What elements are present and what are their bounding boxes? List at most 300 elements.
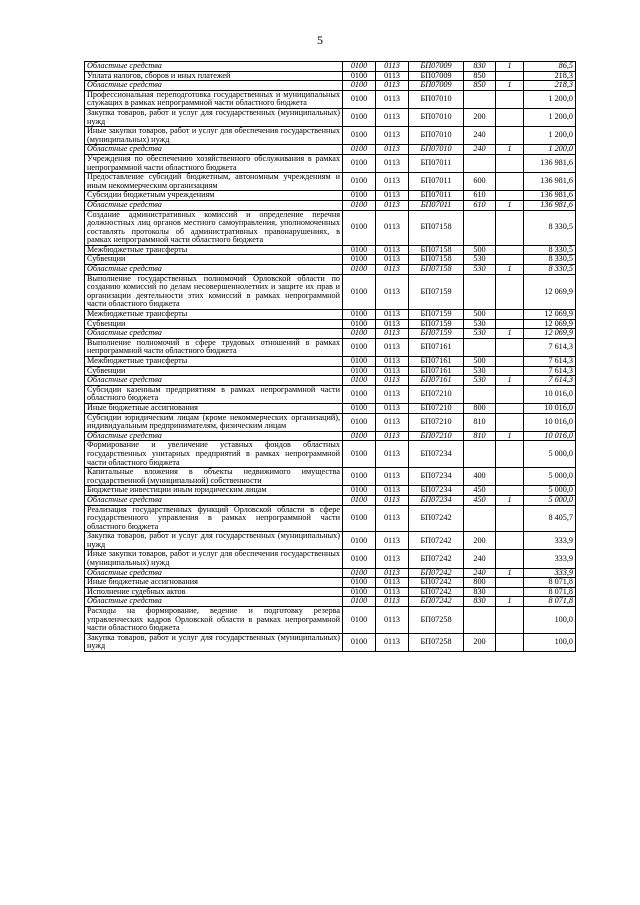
row-description: Выполнение полномочий в сфере трудовых отношений в рамках непрограммной части областного бюджета (85, 338, 343, 356)
subsection-code: 0113 (376, 403, 409, 413)
subsection-code: 0113 (376, 127, 409, 145)
amount: 218,3 (524, 71, 576, 81)
target-item-code: БП07158 (409, 255, 464, 265)
row-description: Иные бюджетные ассигнования (85, 578, 343, 588)
table-row (85, 71, 576, 81)
section-code: 0100 (343, 173, 376, 191)
target-item-code: БП07009 (409, 81, 464, 91)
subsection-code: 0113 (376, 154, 409, 172)
amount: 12 069,9 (524, 310, 576, 320)
table-row (85, 468, 576, 486)
funding-source-code (496, 108, 524, 126)
expense-type-code (464, 338, 496, 356)
amount: 5 000,0 (524, 468, 576, 486)
subsection-code: 0113 (376, 62, 409, 72)
target-item-code: БП07210 (409, 413, 464, 431)
subsection-code: 0113 (376, 568, 409, 578)
expense-type-code: 530 (464, 265, 496, 275)
row-description: Областные средства (85, 597, 343, 607)
table-row (85, 357, 576, 367)
expense-type-code (464, 90, 496, 108)
target-item-code: БП07210 (409, 385, 464, 403)
table-row (85, 587, 576, 597)
subsection-code: 0113 (376, 633, 409, 651)
section-code: 0100 (343, 255, 376, 265)
section-code: 0100 (343, 81, 376, 91)
row-description: Расходы на формирование, ведение и подготовку резерва управленческих кадров Орловской области в рамках непрограммной части областного бюджета (85, 607, 343, 634)
table-row (85, 633, 576, 651)
funding-source-code: 1 (496, 81, 524, 91)
amount: 8 071,8 (524, 587, 576, 597)
row-description: Областные средства (85, 81, 343, 91)
subsection-code: 0113 (376, 210, 409, 245)
funding-source-code (496, 385, 524, 403)
subsection-code: 0113 (376, 173, 409, 191)
table-row (85, 245, 576, 255)
row-description: Межбюджетные трансферты (85, 245, 343, 255)
amount: 136 981,6 (524, 191, 576, 201)
subsection-code: 0113 (376, 329, 409, 339)
target-item-code: БП07159 (409, 329, 464, 339)
expense-type-code: 830 (464, 62, 496, 72)
expense-type-code: 200 (464, 532, 496, 550)
section-code: 0100 (343, 587, 376, 597)
funding-source-code (496, 366, 524, 376)
row-description: Выполнение государственных полномочий Орловской области по созданию комиссий по делам несовершеннолетних и защите их прав и организации деятельности этих комиссий в рамках непрограммной части областного бюджета (85, 274, 343, 309)
funding-source-code (496, 338, 524, 356)
expense-type-code: 500 (464, 357, 496, 367)
funding-source-code (496, 550, 524, 568)
section-code: 0100 (343, 403, 376, 413)
funding-source-code: 1 (496, 597, 524, 607)
table-row (85, 200, 576, 210)
amount: 10 016,0 (524, 413, 576, 431)
table-row (85, 145, 576, 155)
section-code: 0100 (343, 441, 376, 468)
subsection-code: 0113 (376, 376, 409, 386)
table-row (85, 441, 576, 468)
table-row (85, 154, 576, 172)
expense-type-code (464, 441, 496, 468)
expense-type-code: 450 (464, 486, 496, 496)
subsection-code: 0113 (376, 71, 409, 81)
target-item-code: БП07161 (409, 357, 464, 367)
target-item-code: БП07242 (409, 550, 464, 568)
subsection-code: 0113 (376, 108, 409, 126)
expense-type-code (464, 154, 496, 172)
funding-source-code (496, 71, 524, 81)
table-row (85, 210, 576, 245)
target-item-code: БП07210 (409, 431, 464, 441)
section-code: 0100 (343, 431, 376, 441)
target-item-code: БП07158 (409, 265, 464, 275)
target-item-code: БП07242 (409, 568, 464, 578)
target-item-code: БП07011 (409, 173, 464, 191)
expense-type-code: 240 (464, 127, 496, 145)
amount: 8 405,7 (524, 505, 576, 532)
amount: 7 614,3 (524, 357, 576, 367)
funding-source-code (496, 578, 524, 588)
funding-source-code (496, 319, 524, 329)
subsection-code: 0113 (376, 578, 409, 588)
funding-source-code: 1 (496, 376, 524, 386)
table-row (85, 127, 576, 145)
expense-type-code: 450 (464, 495, 496, 505)
row-description: Областные средства (85, 200, 343, 210)
funding-source-code (496, 274, 524, 309)
amount: 333,9 (524, 550, 576, 568)
subsection-code: 0113 (376, 265, 409, 275)
table-row (85, 81, 576, 91)
table-row (85, 338, 576, 356)
section-code: 0100 (343, 366, 376, 376)
section-code: 0100 (343, 329, 376, 339)
amount: 8 330,5 (524, 265, 576, 275)
section-code: 0100 (343, 154, 376, 172)
target-item-code: БП07009 (409, 71, 464, 81)
section-code: 0100 (343, 62, 376, 72)
row-description: Закупка товаров, работ и услуг для государственных (муниципальных) нужд (85, 633, 343, 651)
target-item-code: БП07242 (409, 578, 464, 588)
section-code: 0100 (343, 90, 376, 108)
amount: 5 000,0 (524, 441, 576, 468)
amount: 5 000,0 (524, 495, 576, 505)
target-item-code: БП07161 (409, 376, 464, 386)
subsection-code: 0113 (376, 191, 409, 201)
section-code: 0100 (343, 357, 376, 367)
subsection-code: 0113 (376, 385, 409, 403)
funding-source-code (496, 191, 524, 201)
section-code: 0100 (343, 200, 376, 210)
amount: 7 614,3 (524, 366, 576, 376)
target-item-code: БП07242 (409, 505, 464, 532)
amount: 12 069,9 (524, 274, 576, 309)
target-item-code: БП07159 (409, 310, 464, 320)
row-description: Закупка товаров, работ и услуг для государственных (муниципальных) нужд (85, 108, 343, 126)
funding-source-code (496, 127, 524, 145)
section-code: 0100 (343, 495, 376, 505)
subsection-code: 0113 (376, 338, 409, 356)
expense-type-code (464, 607, 496, 634)
row-description: Субвенции (85, 366, 343, 376)
row-description: Формирование и увеличение уставных фондов областных государственных унитарных предприятий в рамках непрограммной части областного бюджета (85, 441, 343, 468)
budget-table-body (85, 62, 576, 652)
section-code: 0100 (343, 505, 376, 532)
amount: 8 330,5 (524, 245, 576, 255)
subsection-code: 0113 (376, 431, 409, 441)
section-code: 0100 (343, 385, 376, 403)
row-description: Закупка товаров, работ и услуг для государственных (муниципальных) нужд (85, 532, 343, 550)
subsection-code: 0113 (376, 505, 409, 532)
subsection-code: 0113 (376, 90, 409, 108)
expense-type-code: 530 (464, 376, 496, 386)
section-code: 0100 (343, 191, 376, 201)
table-row (85, 62, 576, 72)
section-code: 0100 (343, 607, 376, 634)
subsection-code: 0113 (376, 274, 409, 309)
row-description: Областные средства (85, 62, 343, 72)
section-code: 0100 (343, 550, 376, 568)
subsection-code: 0113 (376, 495, 409, 505)
subsection-code: 0113 (376, 550, 409, 568)
table-row (85, 505, 576, 532)
table-row (85, 265, 576, 275)
funding-source-code: 1 (496, 265, 524, 275)
funding-source-code (496, 255, 524, 265)
funding-source-code (496, 403, 524, 413)
section-code: 0100 (343, 319, 376, 329)
amount: 1 200,0 (524, 127, 576, 145)
row-description: Областные средства (85, 568, 343, 578)
target-item-code: БП07234 (409, 441, 464, 468)
row-description: Профессиональная переподготовка государственных и муниципальных служащих в рамках непрограммной части областного бюджета (85, 90, 343, 108)
budget-table (84, 61, 576, 652)
section-code: 0100 (343, 568, 376, 578)
expense-type-code: 800 (464, 578, 496, 588)
target-item-code: БП07011 (409, 154, 464, 172)
subsection-code: 0113 (376, 413, 409, 431)
amount: 136 981,6 (524, 173, 576, 191)
target-item-code: БП07210 (409, 403, 464, 413)
row-description: Исполнение судебных актов (85, 587, 343, 597)
row-description: Областные средства (85, 431, 343, 441)
section-code: 0100 (343, 376, 376, 386)
target-item-code: БП07161 (409, 366, 464, 376)
table-row (85, 310, 576, 320)
row-description: Областные средства (85, 329, 343, 339)
section-code: 0100 (343, 486, 376, 496)
amount: 5 000,0 (524, 486, 576, 496)
target-item-code: БП07234 (409, 495, 464, 505)
target-item-code: БП07159 (409, 274, 464, 309)
table-row (85, 274, 576, 309)
amount: 1 200,0 (524, 90, 576, 108)
section-code: 0100 (343, 413, 376, 431)
target-item-code: БП07011 (409, 200, 464, 210)
expense-type-code (464, 505, 496, 532)
table-row (85, 376, 576, 386)
section-code: 0100 (343, 338, 376, 356)
row-description: Субвенции (85, 255, 343, 265)
row-description: Реализация государственных функций Орловской области в сфере государственного управления в рамках непрограммной части областного бюджета (85, 505, 343, 532)
table-row (85, 578, 576, 588)
expense-type-code: 600 (464, 173, 496, 191)
page-number: 5 (317, 33, 323, 47)
funding-source-code (496, 532, 524, 550)
row-description: Иные бюджетные ассигнования (85, 403, 343, 413)
table-row (85, 173, 576, 191)
subsection-code: 0113 (376, 441, 409, 468)
row-description: Областные средства (85, 495, 343, 505)
target-item-code: БП07234 (409, 468, 464, 486)
target-item-code: БП07258 (409, 633, 464, 651)
section-code: 0100 (343, 210, 376, 245)
expense-type-code: 830 (464, 587, 496, 597)
expense-type-code: 530 (464, 329, 496, 339)
subsection-code: 0113 (376, 366, 409, 376)
subsection-code: 0113 (376, 255, 409, 265)
target-item-code: БП07258 (409, 607, 464, 634)
table-row (85, 413, 576, 431)
expense-type-code: 810 (464, 431, 496, 441)
section-code: 0100 (343, 265, 376, 275)
funding-source-code: 1 (496, 568, 524, 578)
row-description: Учреждения по обеспечению хозяйственного обслуживания в рамках непрограммной части областного бюджета (85, 154, 343, 172)
funding-source-code: 1 (496, 495, 524, 505)
expense-type-code: 530 (464, 366, 496, 376)
amount: 136 981,6 (524, 154, 576, 172)
funding-source-code: 1 (496, 329, 524, 339)
amount: 86,5 (524, 62, 576, 72)
funding-source-code (496, 357, 524, 367)
section-code: 0100 (343, 532, 376, 550)
subsection-code: 0113 (376, 486, 409, 496)
row-description: Субсидии казенным предприятиям в рамках непрограммной части областного бюджета (85, 385, 343, 403)
subsection-code: 0113 (376, 357, 409, 367)
amount: 333,9 (524, 532, 576, 550)
expense-type-code: 530 (464, 319, 496, 329)
section-code: 0100 (343, 274, 376, 309)
table-row (85, 532, 576, 550)
row-description: Областные средства (85, 376, 343, 386)
table-row (85, 108, 576, 126)
amount: 8 071,8 (524, 597, 576, 607)
row-description: Субсидии юридическим лицам (кроме некоммерческих организаций), индивидуальным предпринимателям, физическим лицам (85, 413, 343, 431)
target-item-code: БП07242 (409, 597, 464, 607)
expense-type-code: 810 (464, 413, 496, 431)
funding-source-code: 1 (496, 62, 524, 72)
row-description: Областные средства (85, 265, 343, 275)
expense-type-code: 500 (464, 310, 496, 320)
row-description: Иные закупки товаров, работ и услуг для обеспечения государственных (муниципальных) нужд (85, 550, 343, 568)
subsection-code: 0113 (376, 319, 409, 329)
expense-type-code: 500 (464, 245, 496, 255)
subsection-code: 0113 (376, 607, 409, 634)
amount: 1 200,0 (524, 108, 576, 126)
funding-source-code (496, 587, 524, 597)
expense-type-code: 400 (464, 468, 496, 486)
table-row (85, 366, 576, 376)
subsection-code: 0113 (376, 145, 409, 155)
expense-type-code: 610 (464, 191, 496, 201)
amount: 10 016,0 (524, 403, 576, 413)
expense-type-code (464, 210, 496, 245)
funding-source-code (496, 173, 524, 191)
amount: 8 330,5 (524, 255, 576, 265)
amount: 12 069,9 (524, 329, 576, 339)
target-item-code: БП07009 (409, 62, 464, 72)
target-item-code: БП07234 (409, 486, 464, 496)
amount: 1 200,0 (524, 145, 576, 155)
funding-source-code (496, 486, 524, 496)
subsection-code: 0113 (376, 587, 409, 597)
row-description: Создание административных комиссий и определение перечня должностных лиц органов местного самоуправления, уполномоченных составлять протоколы об административных правонарушениях, в рамках непрограммной части областного бюджета (85, 210, 343, 245)
funding-source-code (496, 413, 524, 431)
target-item-code: БП07242 (409, 532, 464, 550)
expense-type-code: 240 (464, 145, 496, 155)
expense-type-code: 610 (464, 200, 496, 210)
funding-source-code: 1 (496, 145, 524, 155)
table-row (85, 431, 576, 441)
table-row (85, 191, 576, 201)
target-item-code: БП07158 (409, 245, 464, 255)
section-code: 0100 (343, 468, 376, 486)
subsection-code: 0113 (376, 468, 409, 486)
funding-source-code (496, 607, 524, 634)
row-description: Субвенции (85, 319, 343, 329)
funding-source-code (496, 310, 524, 320)
section-code: 0100 (343, 108, 376, 126)
section-code: 0100 (343, 127, 376, 145)
amount: 7 614,3 (524, 338, 576, 356)
amount: 12 069,9 (524, 319, 576, 329)
funding-source-code (496, 154, 524, 172)
funding-source-code (496, 245, 524, 255)
row-description: Иные закупки товаров, работ и услуг для обеспечения государственных (муниципальных) нужд (85, 127, 343, 145)
row-description: Уплата налогов, сборов и иных платежей (85, 71, 343, 81)
section-code: 0100 (343, 633, 376, 651)
table-row (85, 550, 576, 568)
target-item-code: БП07010 (409, 127, 464, 145)
expense-type-code: 530 (464, 255, 496, 265)
funding-source-code: 1 (496, 200, 524, 210)
funding-source-code (496, 210, 524, 245)
expense-type-code: 240 (464, 568, 496, 578)
expense-type-code: 830 (464, 597, 496, 607)
row-description: Предоставление субсидий бюджетным, автономным учреждениям и иным некоммерческим организациям (85, 173, 343, 191)
section-code: 0100 (343, 310, 376, 320)
row-description: Капитальные вложения в объекты недвижимого имущества государственной (муниципальной) собственности (85, 468, 343, 486)
table-row (85, 495, 576, 505)
target-item-code: БП07010 (409, 145, 464, 155)
amount: 10 016,0 (524, 385, 576, 403)
expense-type-code: 200 (464, 633, 496, 651)
amount: 218,3 (524, 81, 576, 91)
subsection-code: 0113 (376, 200, 409, 210)
expense-type-code (464, 274, 496, 309)
amount: 333,9 (524, 568, 576, 578)
expense-type-code: 850 (464, 81, 496, 91)
subsection-code: 0113 (376, 597, 409, 607)
amount: 8 330,5 (524, 210, 576, 245)
subsection-code: 0113 (376, 532, 409, 550)
amount: 8 071,8 (524, 578, 576, 588)
funding-source-code (496, 441, 524, 468)
subsection-code: 0113 (376, 245, 409, 255)
subsection-code: 0113 (376, 81, 409, 91)
table-row (85, 90, 576, 108)
amount: 100,0 (524, 633, 576, 651)
expense-type-code: 850 (464, 71, 496, 81)
row-description: Межбюджетные трансферты (85, 357, 343, 367)
target-item-code: БП07011 (409, 191, 464, 201)
funding-source-code (496, 633, 524, 651)
table-row (85, 607, 576, 634)
target-item-code: БП07010 (409, 90, 464, 108)
target-item-code: БП07158 (409, 210, 464, 245)
expense-type-code: 800 (464, 403, 496, 413)
section-code: 0100 (343, 245, 376, 255)
table-row (85, 319, 576, 329)
table-row (85, 385, 576, 403)
expense-type-code (464, 385, 496, 403)
table-row (85, 403, 576, 413)
funding-source-code (496, 468, 524, 486)
table-row (85, 329, 576, 339)
section-code: 0100 (343, 578, 376, 588)
target-item-code: БП07242 (409, 587, 464, 597)
subsection-code: 0113 (376, 310, 409, 320)
